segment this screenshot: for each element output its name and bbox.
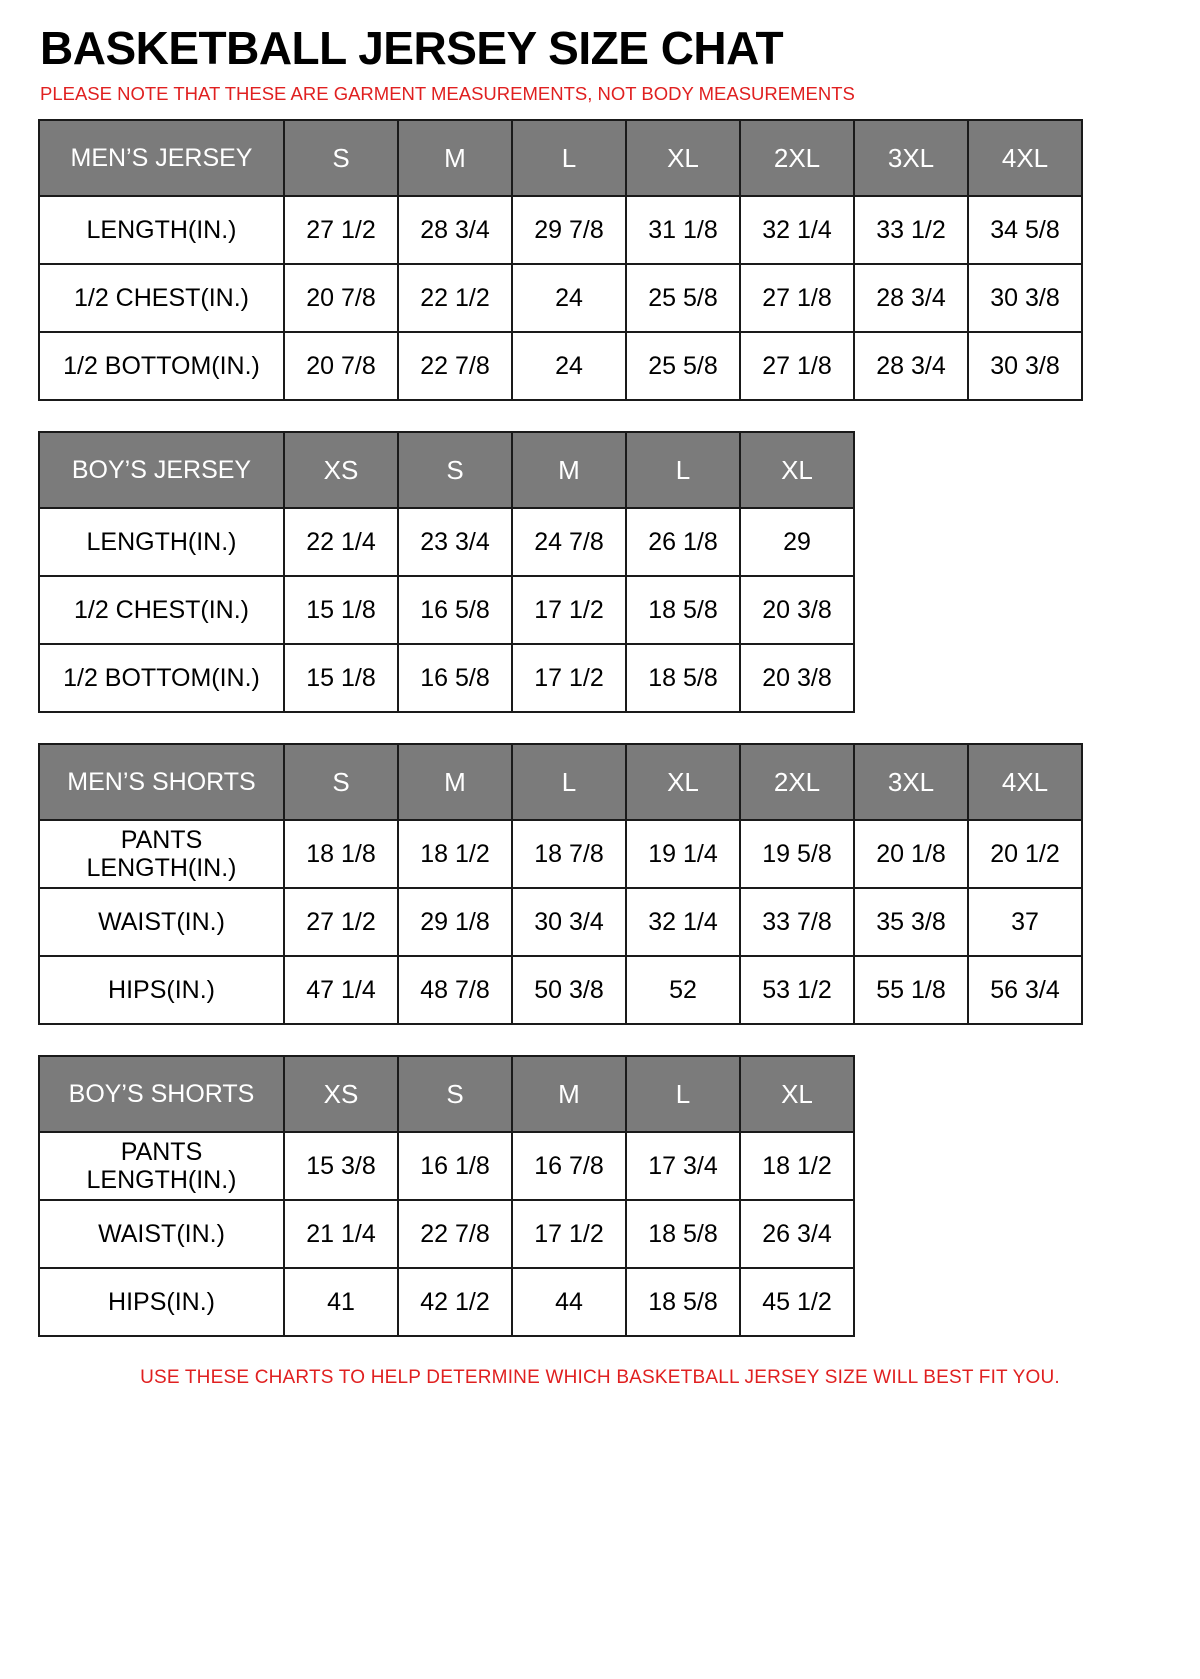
measurement-cell: 37 <box>968 888 1082 956</box>
measurement-cell: 53 1/2 <box>740 956 854 1024</box>
measurement-cell: 20 7/8 <box>284 264 398 332</box>
measurement-cell: 17 3/4 <box>626 1132 740 1200</box>
table-row <box>39 888 1082 956</box>
measurement-cell: 30 3/8 <box>968 264 1082 332</box>
row-label: 1/2 BOTTOM(IN.) <box>39 644 284 712</box>
measurement-cell: 18 1/2 <box>740 1132 854 1200</box>
column-header-size: XL <box>626 744 740 820</box>
measurement-cell: 25 5/8 <box>626 332 740 400</box>
table-row <box>39 576 854 644</box>
measurement-cell: 29 <box>740 508 854 576</box>
size-table-boys-jersey <box>38 431 855 713</box>
measurement-cell: 16 5/8 <box>398 576 512 644</box>
column-header-size: 4XL <box>968 744 1082 820</box>
column-header-size: L <box>626 432 740 508</box>
footer-note: USE THESE CHARTS TO HELP DETERMINE WHICH BASKETBALL JERSEY SIZE WILL BEST FIT YOU. <box>140 1367 1060 1389</box>
row-label-line2: LENGTH(IN.) <box>86 1166 237 1195</box>
column-header-size: S <box>284 120 398 196</box>
measurement-cell: 22 7/8 <box>398 1200 512 1268</box>
measurement-note: PLEASE NOTE THAT THESE ARE GARMENT MEASUREMENTS, NOT BODY MEASUREMENTS <box>40 83 855 105</box>
column-header-size: M <box>398 120 512 196</box>
table-row <box>39 264 1082 332</box>
measurement-cell: 15 3/8 <box>284 1132 398 1200</box>
row-label: WAIST(IN.) <box>39 888 284 956</box>
table-row <box>39 332 1082 400</box>
row-label: 1/2 CHEST(IN.) <box>39 576 284 644</box>
measurement-cell: 23 3/4 <box>398 508 512 576</box>
table-category-label: BOY’S SHORTS <box>39 1056 284 1132</box>
measurement-cell: 28 3/4 <box>854 332 968 400</box>
measurement-cell: 18 7/8 <box>512 820 626 888</box>
measurement-cell: 16 5/8 <box>398 644 512 712</box>
row-label: 1/2 CHEST(IN.) <box>39 264 284 332</box>
measurement-cell: 18 1/2 <box>398 820 512 888</box>
measurement-cell: 47 1/4 <box>284 956 398 1024</box>
row-label-line1: PANTS <box>120 826 203 855</box>
column-header-size: 2XL <box>740 744 854 820</box>
measurement-cell: 30 3/8 <box>968 332 1082 400</box>
measurement-cell: 25 5/8 <box>626 264 740 332</box>
column-header-size: M <box>398 744 512 820</box>
measurement-cell: 27 1/2 <box>284 196 398 264</box>
measurement-cell: 32 1/4 <box>626 888 740 956</box>
table-row <box>39 644 854 712</box>
row-label: WAIST(IN.) <box>39 1200 284 1268</box>
row-label: LENGTH(IN.) <box>39 196 284 264</box>
measurement-cell: 27 1/2 <box>284 888 398 956</box>
column-header-size: XS <box>284 1056 398 1132</box>
measurement-cell: 33 7/8 <box>740 888 854 956</box>
row-label: LENGTH(IN.) <box>39 508 284 576</box>
measurement-cell: 20 1/2 <box>968 820 1082 888</box>
table-row <box>39 1132 854 1200</box>
measurement-cell: 24 <box>512 264 626 332</box>
measurement-cell: 18 5/8 <box>626 1268 740 1336</box>
table-row <box>39 1200 854 1268</box>
measurement-cell: 22 7/8 <box>398 332 512 400</box>
measurement-cell: 42 1/2 <box>398 1268 512 1336</box>
measurement-cell: 34 5/8 <box>968 196 1082 264</box>
measurement-cell: 28 3/4 <box>398 196 512 264</box>
column-header-size: S <box>284 744 398 820</box>
measurement-cell: 24 <box>512 332 626 400</box>
column-header-size: L <box>512 744 626 820</box>
measurement-cell: 26 1/8 <box>626 508 740 576</box>
size-table-boys-shorts <box>38 1055 855 1337</box>
measurement-cell: 41 <box>284 1268 398 1336</box>
measurement-cell: 29 7/8 <box>512 196 626 264</box>
measurement-cell: 32 1/4 <box>740 196 854 264</box>
measurement-cell: 24 7/8 <box>512 508 626 576</box>
measurement-cell: 18 5/8 <box>626 1200 740 1268</box>
tables-container <box>30 119 1170 1337</box>
measurement-cell: 16 7/8 <box>512 1132 626 1200</box>
measurement-cell: 19 5/8 <box>740 820 854 888</box>
measurement-cell: 21 1/4 <box>284 1200 398 1268</box>
measurement-cell: 15 1/8 <box>284 576 398 644</box>
row-label: 1/2 BOTTOM(IN.) <box>39 332 284 400</box>
table-row <box>39 820 1082 888</box>
measurement-cell: 17 1/2 <box>512 576 626 644</box>
column-header-size: L <box>626 1056 740 1132</box>
measurement-cell: 27 1/8 <box>740 264 854 332</box>
measurement-cell: 50 3/8 <box>512 956 626 1024</box>
measurement-cell: 17 1/2 <box>512 1200 626 1268</box>
table-row <box>39 1268 854 1336</box>
size-table-mens-jersey <box>38 119 1083 401</box>
measurement-cell: 29 1/8 <box>398 888 512 956</box>
measurement-cell: 16 1/8 <box>398 1132 512 1200</box>
measurement-cell: 15 1/8 <box>284 644 398 712</box>
measurement-cell: 18 5/8 <box>626 644 740 712</box>
column-header-size: 3XL <box>854 120 968 196</box>
column-header-size: XL <box>626 120 740 196</box>
measurement-cell: 33 1/2 <box>854 196 968 264</box>
measurement-cell: 35 3/8 <box>854 888 968 956</box>
measurement-cell: 52 <box>626 956 740 1024</box>
measurement-cell: 19 1/4 <box>626 820 740 888</box>
column-header-size: S <box>398 432 512 508</box>
measurement-cell: 17 1/2 <box>512 644 626 712</box>
column-header-size: 4XL <box>968 120 1082 196</box>
measurement-cell: 28 3/4 <box>854 264 968 332</box>
table-header-row <box>39 120 1082 196</box>
table-row <box>39 196 1082 264</box>
size-table-mens-shorts <box>38 743 1083 1025</box>
column-header-size: XL <box>740 1056 854 1132</box>
row-label: HIPS(IN.) <box>39 956 284 1024</box>
measurement-cell: 20 7/8 <box>284 332 398 400</box>
column-header-size: XL <box>740 432 854 508</box>
row-label: HIPS(IN.) <box>39 1268 284 1336</box>
measurement-cell: 18 1/8 <box>284 820 398 888</box>
table-category-label: MEN’S JERSEY <box>39 120 284 196</box>
measurement-cell: 44 <box>512 1268 626 1336</box>
column-header-size: M <box>512 1056 626 1132</box>
measurement-cell: 56 3/4 <box>968 956 1082 1024</box>
table-header-row <box>39 1056 854 1132</box>
measurement-cell: 20 3/8 <box>740 644 854 712</box>
measurement-cell: 22 1/2 <box>398 264 512 332</box>
table-header-row <box>39 744 1082 820</box>
row-label-line2: LENGTH(IN.) <box>86 854 237 883</box>
measurement-cell: 55 1/8 <box>854 956 968 1024</box>
column-header-size: S <box>398 1056 512 1132</box>
row-label-line1: PANTS <box>120 1138 203 1167</box>
measurement-cell: 22 1/4 <box>284 508 398 576</box>
table-header-row <box>39 432 854 508</box>
measurement-cell: 31 1/8 <box>626 196 740 264</box>
table-row <box>39 956 1082 1024</box>
table-category-label: BOY’S JERSEY <box>39 432 284 508</box>
column-header-size: M <box>512 432 626 508</box>
row-label <box>39 1132 284 1200</box>
measurement-cell: 30 3/4 <box>512 888 626 956</box>
measurement-cell: 48 7/8 <box>398 956 512 1024</box>
column-header-size: 2XL <box>740 120 854 196</box>
measurement-cell: 26 3/4 <box>740 1200 854 1268</box>
table-category-label: MEN’S SHORTS <box>39 744 284 820</box>
column-header-size: 3XL <box>854 744 968 820</box>
measurement-cell: 20 3/8 <box>740 576 854 644</box>
column-header-size: XS <box>284 432 398 508</box>
measurement-cell: 45 1/2 <box>740 1268 854 1336</box>
measurement-cell: 18 5/8 <box>626 576 740 644</box>
table-row <box>39 508 854 576</box>
measurement-cell: 27 1/8 <box>740 332 854 400</box>
column-header-size: L <box>512 120 626 196</box>
row-label <box>39 820 284 888</box>
page-title: BASKETBALL JERSEY SIZE CHAT <box>40 22 784 74</box>
measurement-cell: 20 1/8 <box>854 820 968 888</box>
